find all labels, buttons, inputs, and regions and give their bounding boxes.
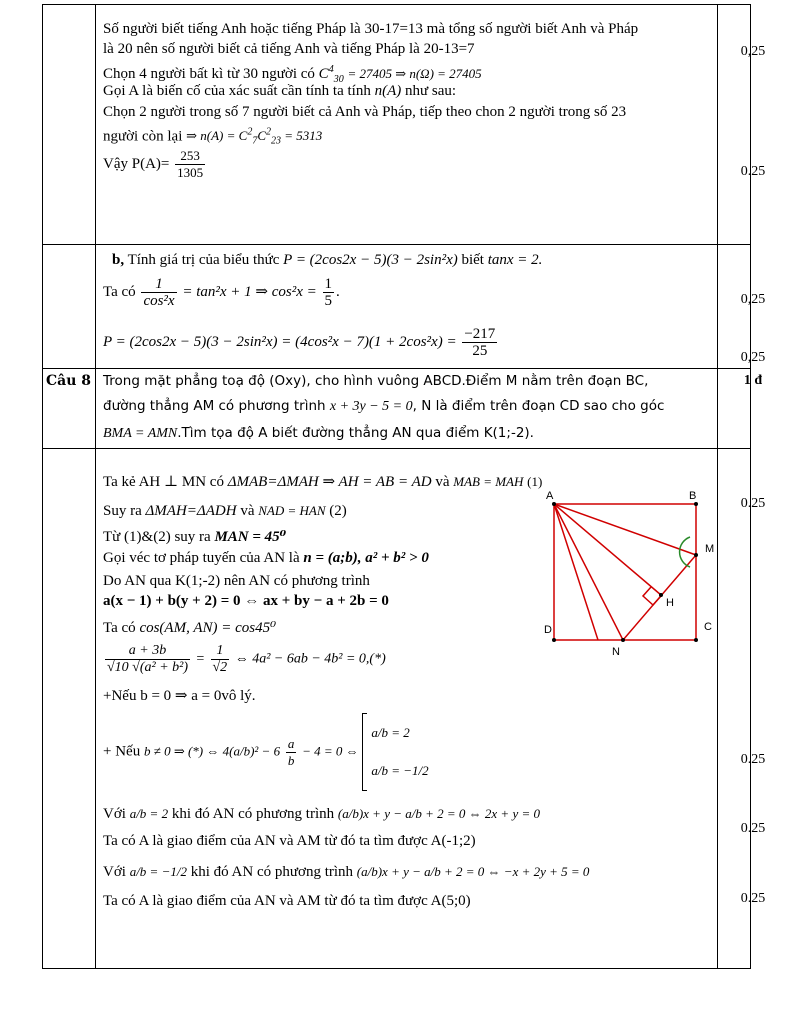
- label-m: M: [705, 543, 715, 555]
- text-line: Trong mặt phẳng toạ độ (Oxy), cho hình vuông ABCD.Điểm M nằm trên đoạn BC,: [103, 373, 649, 389]
- text-line: Do AN qua K(1;-2) nên AN có phương trình: [103, 573, 370, 589]
- point-c: [694, 638, 698, 642]
- text-line: + Nếu b ≠ 0 ⇒ (*) ⇔ 4(a/b)² − 6 $\frac{a}{b}$ − 4 = 0 ⇔ a/b = 2 a/b = −1/2: [103, 713, 429, 791]
- label-h: H: [666, 597, 674, 609]
- text-line: là 20 nên số người biết cả tiếng Anh và tiếng Pháp là 20-13=7: [103, 41, 475, 57]
- segment-extra: [554, 504, 598, 640]
- point-d: [552, 638, 556, 642]
- score: 0,25: [740, 292, 766, 307]
- question-label: Câu 8: [46, 373, 92, 389]
- text-line: Ta có A là giao điểm của AN và AM từ đó ta tìm được A(5;0): [103, 893, 471, 909]
- point-h: [659, 593, 663, 597]
- text-line: Gọi véc tơ pháp tuyến của AN là n = (a;b), a² + b² > 0: [103, 550, 429, 566]
- segment-ah: [554, 504, 661, 595]
- text-line: Chọn 2 người trong số 7 người biết cả Anh và Pháp, tiếp theo chon 2 người trong số 23: [103, 104, 627, 120]
- score: 0.25: [740, 891, 766, 906]
- score: 0,25: [740, 350, 766, 365]
- text-line: Ta có cos(AM, AN) = cos45⁰: [103, 620, 277, 636]
- text-line: a(x − 1) + b(y + 2) = 0 ⇔ ax + by − a + 2b = 0: [103, 593, 389, 609]
- text-line: Chọn 4 người bất kì từ 30 người có $C^4_{30} = 27405$ ⇒ n(Ω) = 27405: [103, 64, 482, 85]
- text-line: Số người biết tiếng Anh hoặc tiếng Pháp là 30-17=13 mà tổng số người biết Anh và Pháp: [103, 21, 639, 37]
- label-n: N: [612, 646, 620, 658]
- text-line: BMA = AMN.Tìm tọa độ A biết đường thẳng AN qua điểm K(1;-2).: [103, 425, 534, 441]
- right-angle-mark: [643, 587, 661, 605]
- score: 1 đ: [743, 373, 763, 388]
- text-line: $\frac{a + 3b}{\text{√10 √(a² + b²)}}$ = $\frac{1}{√2}$ ⇔ 4a² − 6ab − 4b² = 0,(*): [107, 643, 386, 675]
- square-figure: [540, 485, 720, 660]
- text-line: P = (2cos2x − 5)(3 − 2sin²x) = (4cos²x − 7)(1 + 2cos²x) = $\frac{-217}{25}$: [103, 326, 496, 359]
- text-line: +Nếu b = 0 ⇒ a = 0vô lý.: [103, 688, 256, 704]
- label-a: A: [546, 490, 554, 502]
- label-c: C: [704, 621, 712, 633]
- text-line: Vậy P(A)= $\frac{253}{1305}$: [103, 148, 204, 180]
- text-line: Từ (1)&(2) suy ra MAN = 45⁰: [103, 529, 287, 545]
- label-d: D: [544, 624, 552, 636]
- text-line: Ta kẻ AH ⊥ MN có ΔMAB=ΔMAH ⇒ AH = AB = AD và MAB = MAH (1): [103, 474, 543, 490]
- score: 0,25: [740, 44, 766, 59]
- text-line: Ta có $\frac{1}{\text{cos²x}}$ = tan²x + 1 ⇒ cos²x = $\frac{1}{5}$ .: [103, 276, 340, 309]
- score: 0.25: [740, 496, 766, 511]
- text-line: người còn lại ⇒ $n(A) = C^2_7C^2_{23} = 5313$: [103, 127, 323, 147]
- text-line: đường thẳng AM có phương trình x + 3y − 5 = 0, N là điểm trên đoạn CD sao cho góc: [103, 398, 665, 414]
- text-line: b, Tính giá trị của biểu thức P = (2cos2x − 5)(3 − 2sin²x) biết tanx = 2.: [112, 252, 543, 268]
- point-a: [552, 502, 556, 506]
- label-b: B: [689, 490, 697, 502]
- text-line: Ta có A là giao điểm của AN và AM từ đó ta tìm được A(-1;2): [103, 833, 476, 849]
- text-line: Suy ra ΔMAH=ΔADH và NAD = HAN (2): [103, 503, 347, 519]
- score: 0.25: [740, 821, 766, 836]
- text-line: Với a/b = 2 khi đó AN có phương trình (a/b)x + y − a/b + 2 = 0 ⇔ 2x + y = 0: [103, 806, 540, 822]
- point-b: [694, 502, 698, 506]
- point-m: [694, 553, 698, 557]
- point-n: [621, 638, 625, 642]
- text-line: Với a/b = −1/2 khi đó AN có phương trình (a/b)x + y − a/b + 2 = 0 ⇔ −x + 2y + 5 = 0: [103, 864, 590, 880]
- score: 0.25: [740, 752, 766, 767]
- score: 0.25: [740, 164, 766, 179]
- text-line: Gọi A là biến cố của xác suất cần tính ta tính n(A) như sau:: [103, 83, 457, 99]
